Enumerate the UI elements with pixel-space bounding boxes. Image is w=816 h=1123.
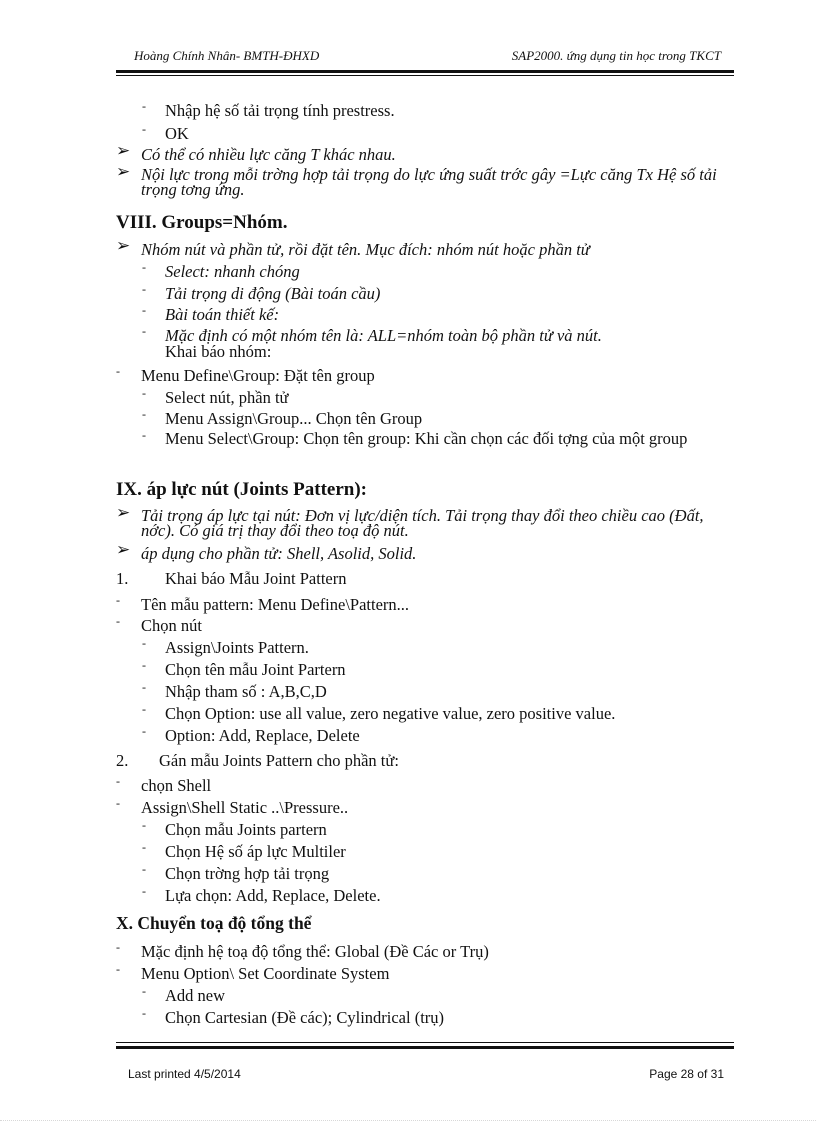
dash-bullet: - — [116, 796, 120, 810]
list-item: Mặc định có một nhóm tên là: ALL=nhóm toàn bộ phần tử và nút. — [165, 326, 602, 345]
dash-bullet: - — [142, 984, 146, 998]
list-item: Menu Define\Group: Đặt tên group — [141, 366, 375, 385]
arrow-bullet-icon: ➢ — [116, 141, 131, 160]
list-item: Chọn Cartesian (Đề các); Cylindrical (trụ) — [165, 1008, 445, 1027]
list-item: Bài toán thiết kế: — [165, 305, 280, 324]
header-left-author: Hoàng Chính Nhân- BMTH-ĐHXD — [134, 48, 320, 63]
list-item: Option: Add, Replace, Delete — [165, 726, 360, 745]
list-item: Add new — [165, 986, 226, 1005]
dash-bullet: - — [142, 122, 146, 136]
dash-bullet: - — [142, 282, 146, 296]
footer-last-printed: Last printed 4/5/2014 — [128, 1067, 241, 1081]
dash-bullet: - — [142, 884, 146, 898]
dash-bullet: - — [116, 962, 120, 976]
arrow-bullet-icon: ➢ — [116, 503, 131, 522]
list-item: Assign\Joints Pattern. — [165, 638, 309, 657]
header-rule-thin — [116, 75, 734, 76]
dash-bullet: - — [142, 1006, 146, 1020]
page-edge-divider — [0, 1120, 816, 1121]
list-item: Nhập hệ số tải trọng tính prestress. — [165, 101, 395, 120]
arrow-bullet-icon: ➢ — [116, 162, 131, 181]
list-item: Menu Assign\Group... Chọn tên Group — [165, 409, 423, 428]
list-item: Menu Select\Group: Chọn tên group: Khi cần chọn các đối tợng của một group — [165, 429, 688, 448]
list-item: Tải trọng áp lực tại nút: Đơn vị lực/diện tích. Tải trọng thay đổi theo chiều cao (Đất, nớc). Có giá trị thay đổi theo toạ độ nút. — [141, 506, 704, 540]
dash-bullet: - — [142, 818, 146, 832]
list-item: Nội lực trong mỗi trờng hợp tải trọng do lực ứng suất trớc gây =Lực căng Tx Hệ số tải trọng tơng ứng. — [141, 165, 717, 199]
list-item: Mặc định hệ toạ độ tổng thể: Global (Đề Các or Trụ) — [141, 942, 489, 961]
arrow-bullet-icon: ➢ — [116, 540, 131, 559]
footer-rule-thick — [116, 1046, 734, 1049]
list-item: Select: nhanh chóng — [165, 262, 300, 281]
list-item: chọn Shell — [141, 776, 212, 795]
list-item: Chọn nút — [141, 616, 202, 635]
list-item: Chọn mẫu Joints partern — [165, 820, 327, 839]
list-item: áp dụng cho phần tử: Shell, Asolid, Solid. — [141, 544, 417, 563]
dash-bullet: - — [116, 593, 120, 607]
list-item: Chọn tên mẫu Joint Partern — [165, 660, 346, 679]
dash-bullet: - — [142, 680, 146, 694]
footer-rule-thin — [116, 1042, 734, 1043]
header-rule-thick — [116, 70, 734, 73]
dash-bullet: - — [116, 940, 120, 954]
list-item: Lựa chọn: Add, Replace, Delete. — [165, 886, 381, 905]
dash-bullet: - — [142, 428, 146, 442]
footer-page-number: Page 28 of 31 — [649, 1067, 724, 1081]
dash-bullet: - — [116, 774, 120, 788]
dash-bullet: - — [116, 614, 120, 628]
list-item: Nhập tham số : A,B,C,D — [165, 682, 327, 701]
dash-bullet: - — [142, 386, 146, 400]
list-item: Tải trọng di động (Bài toán cầu) — [165, 284, 381, 303]
dash-bullet: - — [142, 702, 146, 716]
list-item: Chọn Hệ số áp lực Multiler — [165, 842, 346, 861]
list-item: Nhóm nút và phần tử, rồi đặt tên. Mục đích: nhóm nút hoặc phần tử — [141, 240, 590, 259]
list-item: Chọn trờng hợp tải trọng — [165, 864, 330, 883]
numbered-marker: 2. — [116, 751, 129, 770]
dash-bullet: - — [142, 99, 146, 113]
dash-bullet: - — [142, 724, 146, 738]
dash-bullet: - — [142, 324, 146, 338]
dash-bullet: - — [142, 407, 146, 421]
list-item: Có thể có nhiều lực căng T khác nhau. — [141, 145, 396, 164]
dash-bullet: - — [142, 260, 146, 274]
numbered-marker: 1. — [116, 569, 129, 588]
section-heading-x: X. Chuyển toạ độ tổng thể — [116, 913, 312, 933]
dash-bullet: - — [142, 658, 146, 672]
subsection-title: Gán mẫu Joints Pattern cho phần tử: — [159, 751, 399, 770]
list-item: OK — [165, 124, 189, 143]
arrow-bullet-icon: ➢ — [116, 236, 131, 255]
dash-bullet: - — [142, 636, 146, 650]
dash-bullet: - — [142, 862, 146, 876]
header-right-title: SAP2000. ứng dụng tin học trong TKCT — [511, 48, 721, 63]
subsection-title: Khai báo Mẫu Joint Pattern — [165, 569, 347, 588]
dash-bullet: - — [142, 303, 146, 317]
section-heading-viii: VIII. Groups=Nhóm. — [116, 212, 288, 233]
section-heading-ix: IX. áp lực nút (Joints Pattern): — [116, 479, 367, 500]
list-item: Select nút, phần tử — [165, 388, 289, 407]
list-item: Menu Option\ Set Coordinate System — [141, 964, 390, 983]
dash-bullet: - — [142, 840, 146, 854]
list-item: Khai báo nhóm: — [165, 342, 272, 361]
dash-bullet: - — [116, 364, 120, 378]
list-item: Tên mẫu pattern: Menu Define\Pattern... — [141, 595, 410, 614]
list-item: Assign\Shell Static ..\Pressure.. — [141, 798, 349, 817]
list-item: Chọn Option: use all value, zero negative value, zero positive value. — [165, 704, 616, 723]
